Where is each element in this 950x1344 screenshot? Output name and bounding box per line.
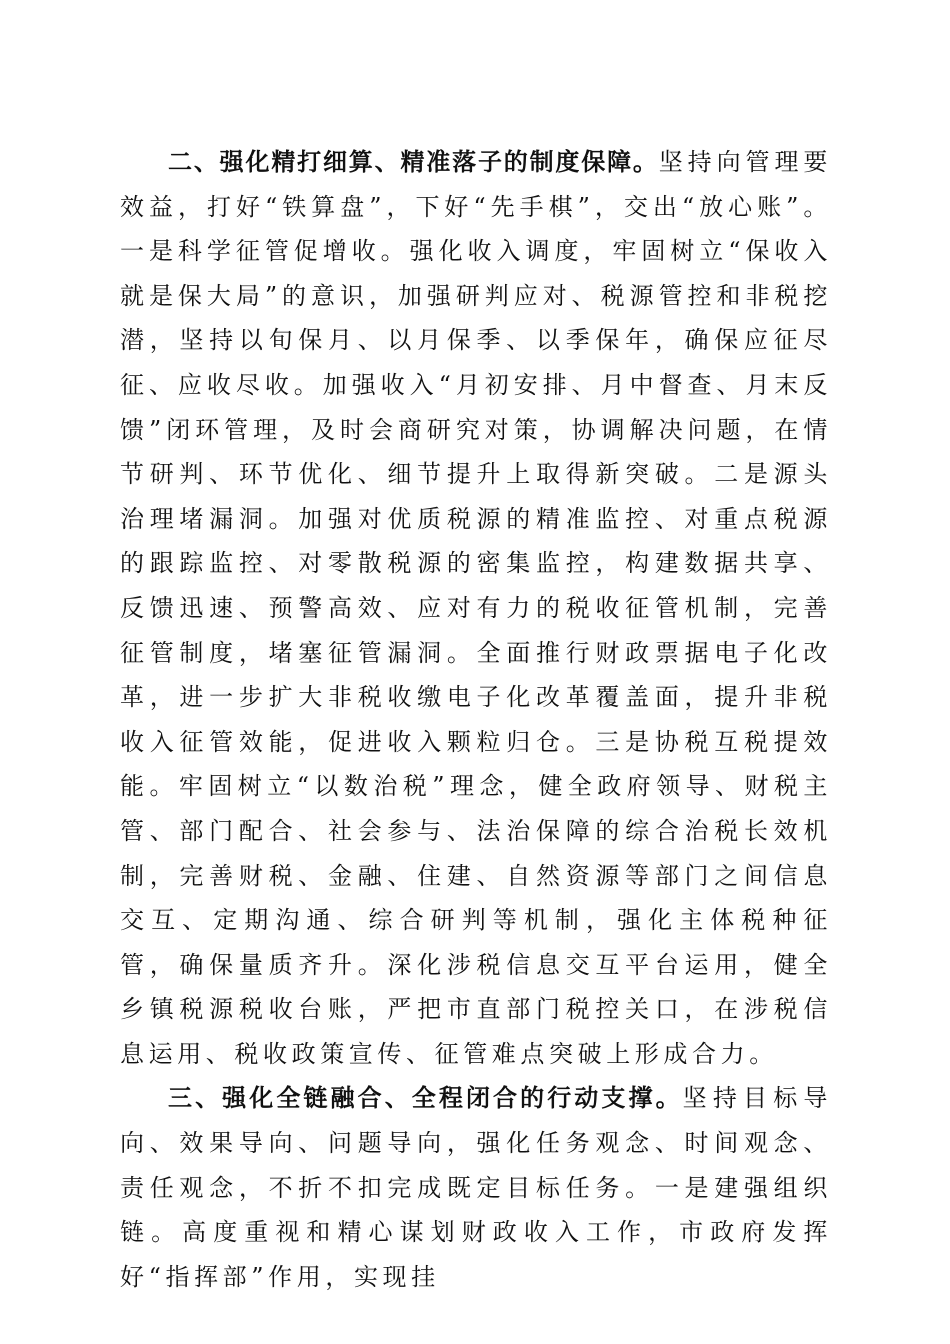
paragraph-section-3	[120, 1076, 832, 1299]
section-heading-2: 二、强化精打细算、精准落子的制度保障。	[168, 148, 659, 176]
paragraph-section-2	[120, 140, 832, 1076]
section-heading-3: 三、强化全链融合、全程闭合的行动支撑。	[168, 1084, 683, 1113]
document-body	[120, 140, 832, 1299]
section-text-3: 坚持目标导向、效果导向、问题导向，强化任务观念、时间观念、责任观念，不折不扣完成既定目标任务。一是建强组织链。高度重视和精心谋划财政收入工作，市政府发挥好“指挥部”作用，实现挂	[120, 1084, 833, 1291]
section-text-2: 坚持向管理要效益，打好“铁算盘”，下好“先手棋”，交出“放心账”。一是科学征管促增收。强化收入调度，牢固树立“保收入就是保大局”的意识，加强研判应对、税源管控和非税挖潜，坚持以旬保月、以月保季、以季保年，确保应征尽征、应收尽收。加强收入“月初安排、月中督查、月末反馈”闭环管理，及时会商研究对策，协调解决问题，在情节研判、环节优化、细节提升上取得新突破。二是源头治理堵漏洞。加强对优质税源的精准监控、对重点税源的跟踪监控、对零散税源的密集监控，构建数据共享、反馈迅速、预警高效、应对有力的税收征管机制，完善征管制度，堵塞征管漏洞。全面推行财政票据电子化改革，进一步扩大非税收缴电子化改革覆盖面，提升非税收入征管效能，促进收入颗粒归仓。三是协税互税提效能。牢固树立“以数治税”理念，健全政府领导、财税主管、部门配合、社会参与、法治保障的综合治税长效机制，完善财税、金融、住建、自然资源等部门之间信息交互、定期沟通、综合研判等机制，强化主体税种征管，确保量质齐升。深化涉税信息交互平台运用，健全乡镇税源税收台账，严把市直部门税控关口，在涉税信息运用、税收政策宣传、征管难点突破上形成合力。	[120, 148, 832, 1068]
